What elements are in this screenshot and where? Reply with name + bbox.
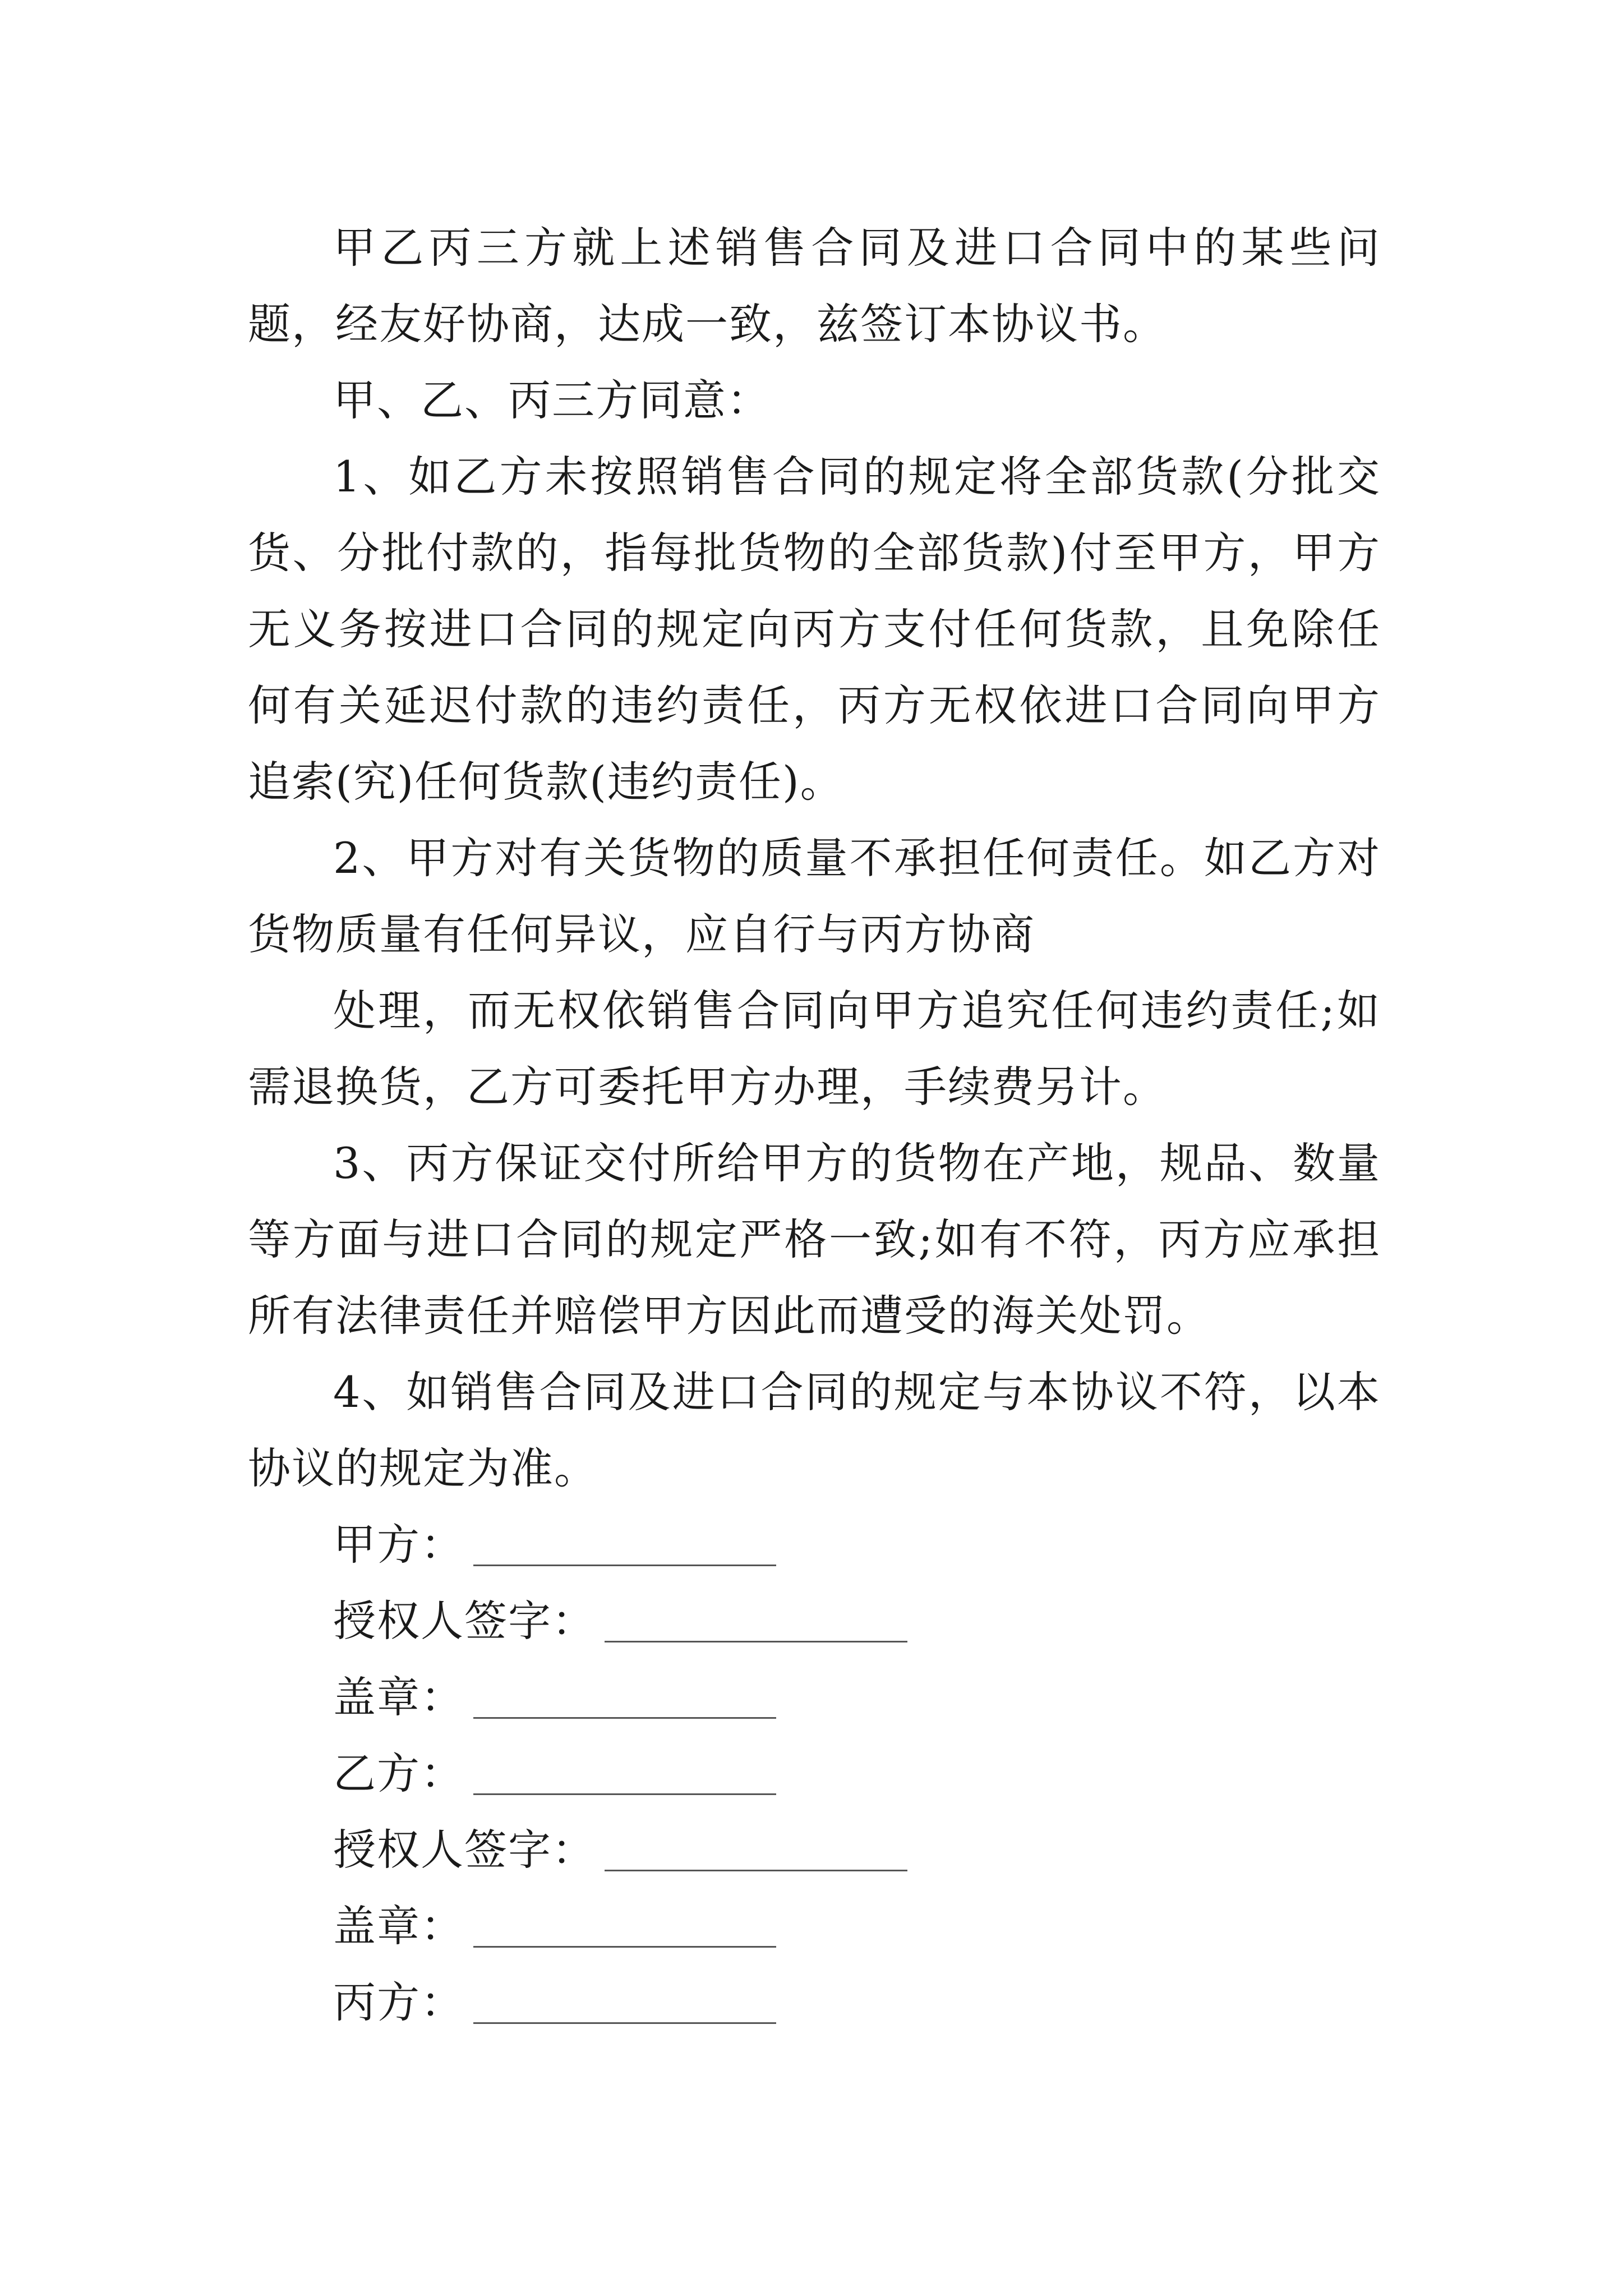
paragraph-clause-3: 3、丙方保证交付所给甲方的货物在产地，规品、数量等方面与进口合同的规定严格一致;如有不符，丙方应承担所有法律责任并赔偿甲方因此而遭受的海关处罚。: [248, 1138, 1381, 1341]
signature-row-party-b: [333, 1736, 776, 1812]
signature-blank: [605, 1870, 907, 1871]
signature-label: 盖章：: [333, 1901, 464, 1951]
signature-label: 乙方：: [333, 1749, 464, 1798]
signature-blank: [473, 1565, 776, 1566]
signature-blank: [473, 2022, 776, 2024]
paragraph-agree: 甲、乙、丙三方同意：: [333, 375, 771, 425]
signature-label: 授权人签字：: [333, 1825, 596, 1875]
document-page: [248, 0, 1381, 2296]
signature-label: 授权人签字：: [333, 1596, 596, 1646]
signature-row-party-b-authorized: [333, 1812, 907, 1888]
paragraph-clause-2: 2、甲方对有关货物的质量不承担任何责任。如乙方对货物质量有任何异议，应自行与丙方协商: [248, 833, 1381, 959]
signature-label: 甲方：: [333, 1520, 464, 1570]
signature-row-party-c: [333, 1964, 776, 2041]
paragraph-clause-1: 1、如乙方未按照销售合同的规定将全部货款(分批交货、分批付款的，指每批货物的全部货款)付至甲方，甲方无义务按进口合同的规定向丙方支付任何货款，且免除任何有关延迟付款的违约责任，丙方无权依进口合同向甲方追索(究)任何货款(违约责任)。: [248, 452, 1381, 807]
signature-blank: [473, 1793, 776, 1795]
signature-row-party-b-seal: [333, 1888, 776, 1964]
signature-blank: [473, 1946, 776, 1948]
signature-blank: [605, 1641, 907, 1642]
signature-label: 盖章：: [333, 1672, 464, 1722]
signature-label: 丙方：: [333, 1977, 464, 2027]
paragraph-clause-2-continued: 处理，而无权依销售合同向甲方追究任何违约责任;如需退换货，乙方可委托甲方办理，手续费另计。: [248, 986, 1381, 1112]
signature-row-party-a-seal: [333, 1659, 776, 1736]
signature-row-party-a: [333, 1507, 776, 1583]
signature-blank: [473, 1717, 776, 1719]
paragraph-clause-4: 4、如销售合同及进口合同的规定与本协议不符，以本协议的规定为准。: [248, 1367, 1381, 1493]
paragraph-intro: 甲乙丙三方就上述销售合同及进口合同中的某些问题，经友好协商，达成一致，兹签订本协议书。: [248, 223, 1381, 349]
signature-row-party-a-authorized: [333, 1583, 907, 1659]
